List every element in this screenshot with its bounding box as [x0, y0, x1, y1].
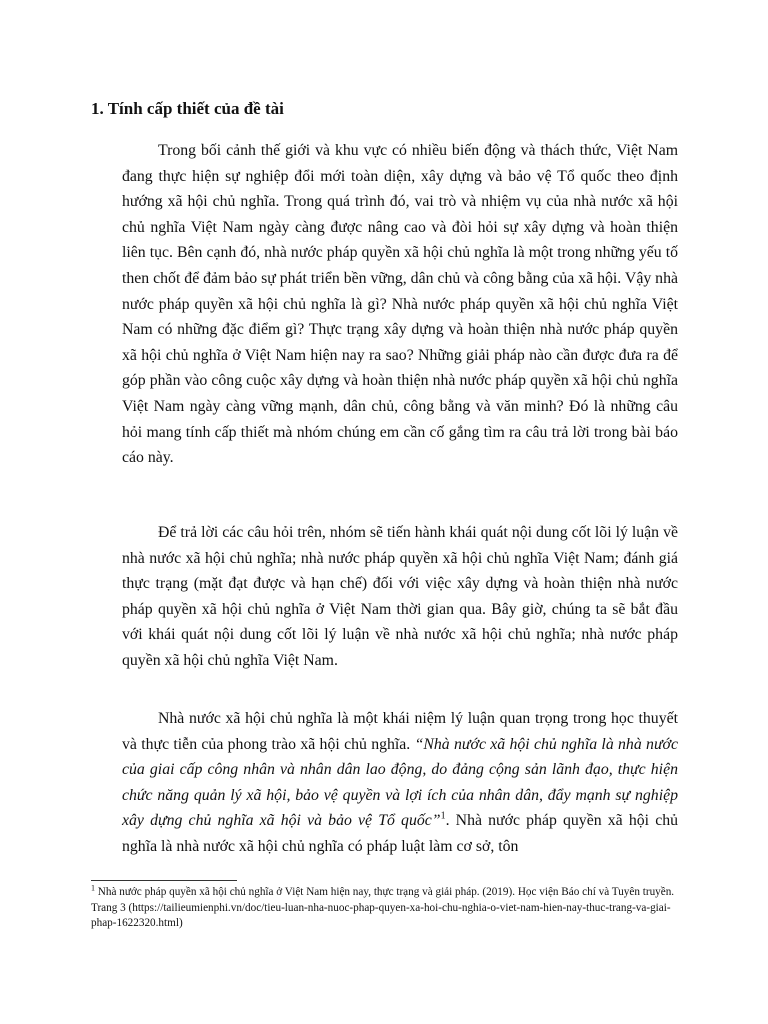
footnote-text: Nhà nước pháp quyền xã hội chủ nghĩa ở Việt Nam hiện nay, thực trạng và giải pháp. (2019). Học viện Báo chí và Tuyên truyền. Trang 3 (https://tailieumienphi.vn/doc/tieu-luan-nha-nuoc-phap-quyen-xa-hoi-chu-nghia-o-viet-nam-hien-nay-thuc-trang-va-giai-phap-1622320.html) [91, 886, 675, 930]
footnote-separator [91, 880, 237, 881]
paragraph-2: Để trả lời các câu hỏi trên, nhóm sẽ tiến hành khái quát nội dung cốt lõi lý luận về nhà nước xã hội chủ nghĩa; nhà nước pháp quyền xã hội chủ nghĩa Việt Nam; đánh giá thực trạng (mặt đạt được và hạn chế) đối với việc xây dựng và hoàn thiện nhà nước pháp quyền xã hội chủ nghĩa ở Việt Nam thời gian qua. Bây giờ, chúng ta sẽ bắt đầu với khái quát nội dung cốt lõi lý luận về nhà nước xã hội chủ nghĩa; nhà nước pháp quyền xã hội chủ nghĩa Việt Nam. [122, 524, 678, 669]
footnote [91, 885, 679, 932]
paragraph-3-tail: . Nhà nước pháp quyền xã hội chủ nghĩa là nhà nước xã hội chủ nghĩa có pháp luật làm cơ sở, tôn [122, 812, 679, 855]
paragraph-3 [122, 706, 678, 860]
section-heading: 1. Tính cấp thiết của đề tài [91, 99, 284, 118]
italic-quotation: “Nhà nước xã hội chủ nghĩa là nhà nước của giai cấp công nhân và nhân dân lao động, do đảng cộng sản lãnh đạo, thực hiện chức năng quản lý xã hội, bảo vệ quyền và lợi ích của nhân dân, đẩy mạnh sự nghiệp xây dựng chủ nghĩa xã hội và bảo vệ Tổ quốc” [122, 735, 679, 830]
paragraph-3-lead: Nhà nước xã hội chủ nghĩa là một khái niệm lý luận quan trọng trong học thuyết và thực tiễn của phong trào xã hội chủ nghĩa. [122, 710, 678, 753]
footnote-marker: 1 [91, 883, 95, 893]
paragraph-1: Trong bối cảnh thế giới và khu vực có nhiều biến động và thách thức, Việt Nam đang thực hiện sự nghiệp đổi mới toàn diện, xây dựng và bảo vệ Tổ quốc theo định hướng xã hội chủ nghĩa. Trong quá trình đó, vai trò và nhiệm vụ của nhà nước xã hội chủ nghĩa Việt Nam ngày càng được nâng cao và đòi hỏi sự xây dựng và hoàn thiện liên tục. Bên cạnh đó, nhà nước pháp quyền xã hội chủ nghĩa là một trong những yếu tố then chốt để đảm bảo sự phát triển bền vững, dân chủ và công bằng của xã hội. Vậy nhà nước pháp quyền xã hội chủ nghĩa là gì? Nhà nước pháp quyền xã hội chủ nghĩa Việt Nam có những đặc điểm gì? Thực trạng xây dựng và hoàn thiện nhà nước pháp quyền xã hội chủ nghĩa ở Việt Nam hiện nay ra sao? Những giải pháp nào cần được đưa ra để góp phần vào công cuộc xây dựng và hoàn thiện nhà nước pháp quyền xã hội chủ nghĩa Việt Nam ngày càng vững mạnh, dân chủ, công bằng và văn minh? Đó là những câu hỏi mang tính cấp thiết mà nhóm chúng em cần cố gắng tìm ra câu trả lời trong bài báo cáo này. [122, 142, 678, 467]
footnote-reference[interactable]: 1 [440, 811, 446, 823]
